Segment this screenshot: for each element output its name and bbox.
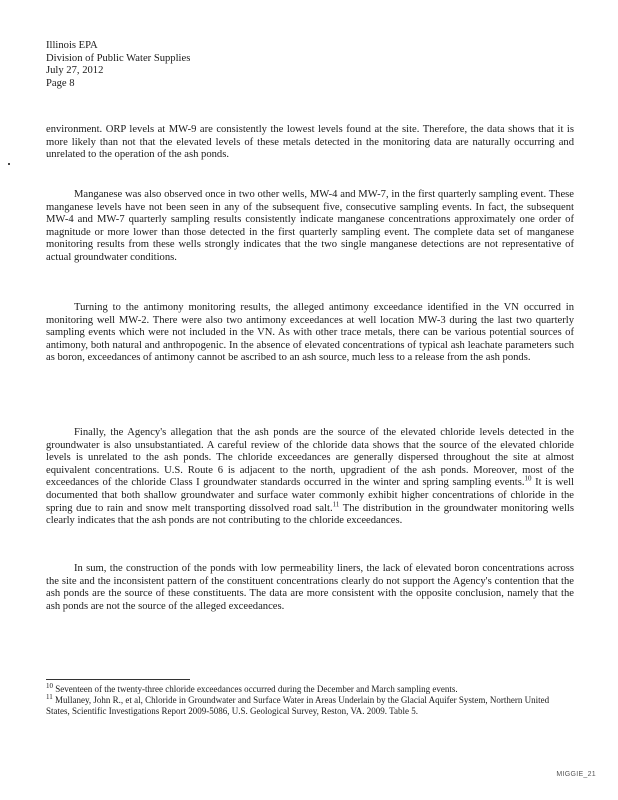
paragraph-conclusion xyxy=(46,563,574,613)
footnote-mark: 11 xyxy=(46,693,53,701)
paragraph-text: Turning to the antimony monitoring results, the alleged antimony exceedance identified in the VN occurred in monitoring well MW-2. There were also two antimony exceedances at well location MW-3 during the last two quarterly sampling events which were not included in the VN. As with other trace metals, there can be various potential sources of antimony, both natural and anthropogenic. In the absence of elevated concentrations of typical ash leachate parameters such as boron, exceedances of antimony cannot be ascribed to an ash source, much less to a release from the ash ponds. xyxy=(46,302,574,364)
footnote-ref-11[interactable]: 11 xyxy=(332,500,340,509)
paragraph-text-part2: It is well documented that both shallow groundwater and surface water commonly exhibit higher concentrations of chloride in the spring due to rain and snow melt transporting dissolved road salt. xyxy=(46,477,574,514)
paragraph-chloride xyxy=(46,427,574,528)
paragraph-text xyxy=(46,427,574,528)
paragraph-text: In sum, the construction of the ponds with low permeability liners, the lack of elevated boron concentrations across the site and the inconsistent pattern of the constituent concentrations clearly do not support the Agency's contention that the ash ponds are the source of these constituents. The data are more consistent with the opposite conclusion, namely that the ash ponds are not the source of the alleged exceedances. xyxy=(46,563,574,612)
paragraph-text-part3: The distribution in the groundwater monitoring wells clearly indicates that the ash ponds are not contributing to the chloride exceedances. xyxy=(46,502,574,527)
paragraph-orp-levels xyxy=(46,124,574,162)
footnote-divider xyxy=(46,679,190,680)
letter-header xyxy=(46,40,190,90)
footnotes xyxy=(46,684,574,717)
paragraph-antimony xyxy=(46,302,574,365)
footnote-mark: 10 xyxy=(46,682,53,690)
bates-stamp: MIGGIE_21 xyxy=(556,771,596,778)
footnote-text: Seventeen of the twenty-three chloride exceedances occurred during the December and March sampling events. xyxy=(53,684,458,694)
footnote-10 xyxy=(46,684,574,695)
header-page-number: Page 8 xyxy=(46,77,75,89)
footnote-11 xyxy=(46,695,574,717)
paragraph-manganese xyxy=(46,189,574,265)
header-division: Division of Public Water Supplies xyxy=(46,52,191,64)
footnote-ref-10[interactable]: 10 xyxy=(524,474,532,483)
scan-speck xyxy=(8,163,10,165)
header-agency: Illinois EPA xyxy=(46,40,98,51)
header-date: July 27, 2012 xyxy=(46,65,104,77)
paragraph-text-part1: Finally, the Agency's allegation that the ash ponds are the source of the elevated chloride levels detected in the groundwater is also unsubstantiated. A careful review of the chloride data shows that the source of the elevated chloride levels is unrelated to the ash ponds. The chloride exceedances are generally dispersed throughout the site at almost equivalent concentrations. U.S. Route 6 is adjacent to the north, upgradient of the ash ponds. Moreover, most of the exceedances of the chloride Class I groundwater standards occurred in the winter and spring sampling events. xyxy=(46,427,574,489)
paragraph-text: Manganese was also observed once in two other wells, MW-4 and MW-7, in the first quarterly sampling event. These manganese levels have not been seen in any of the subsequent five, consecutive sampling events. In fact, the subsequent MW-4 and MW-7 quarterly sampling results consistently indicate manganese concentrations approximately one order of magnitude or more lower than those detected in the first quarterly sampling event. The complete data set of manganese monitoring results from these wells strongly indicates that the two single manganese detections are not representative of actual groundwater conditions. xyxy=(46,189,574,263)
paragraph-text: environment. ORP levels at MW-9 are consistently the lowest levels found at the site. Therefore, the data shows that it is more likely than not that the elevated levels of these metals detected in the monitoring data are naturally occurring and unrelated to the operation of the ash ponds. xyxy=(46,124,574,161)
footnote-text: Mullaney, John R., et al, Chloride in Groundwater and Surface Water in Areas Underlain by the Glacial Aquifer System, Northern United States, Scientific Investigations Report 2009-5086, U.S. Geological Survey, Reston, VA. 2009. Table 5. xyxy=(46,695,550,716)
